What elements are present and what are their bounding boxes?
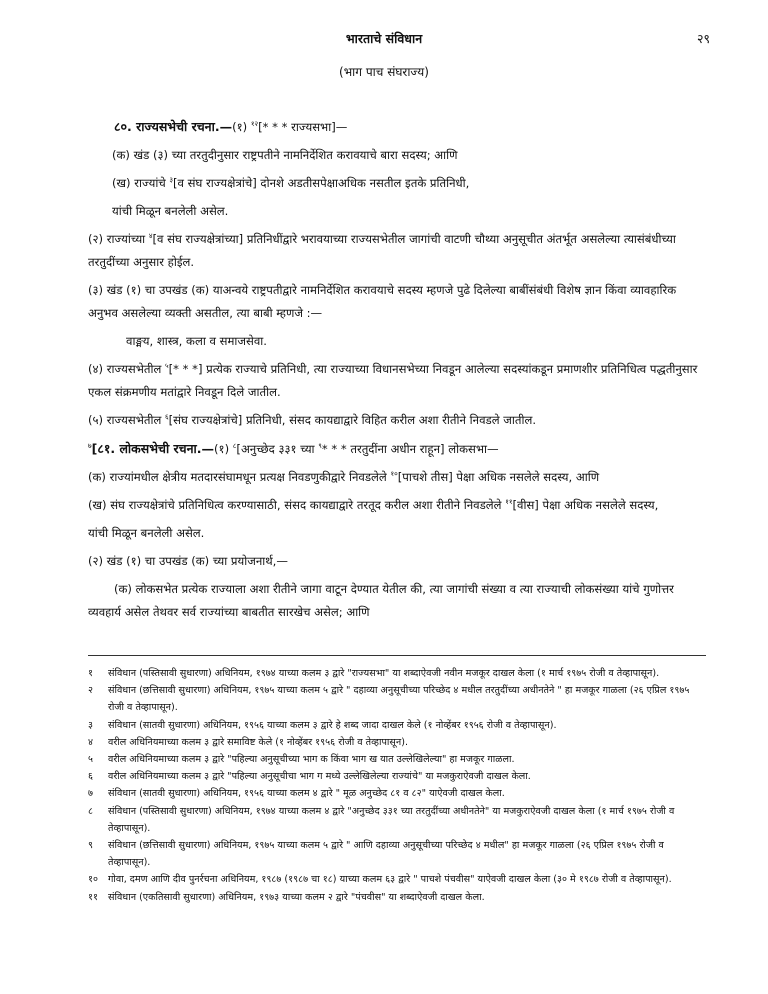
footnote-text: संविधान (पस्तिसावी सुधारणा) अधिनियम, १९७४ याच्या कलम ४ द्वारे "अनुच्छेद ३३१ च्या तरतुदींच्या अधीनतेने" या मजकुराऐवजी दाखल केला (१ मार्च १९७५ रोजी व तेव्हापासून). xyxy=(108,805,675,834)
article-81-heading-tail: * * * तरतुदींना अधीन राहून] लोकसभा— xyxy=(321,442,499,456)
article-81-ka-tail: [पाचशे तीस] पेक्षा अधिक नसलेले सदस्य, आणि xyxy=(397,470,600,484)
footnote xyxy=(88,682,706,716)
footnote-text: वरील अधिनियमाच्या कलम ३ द्वारे समाविष्ट केले (१ नोव्हेंबर १९५६ रोजी व तेव्हापासून). xyxy=(108,736,408,748)
main-text xyxy=(88,115,706,629)
page-number: २९ xyxy=(696,31,710,46)
article-81-clause-2: (२) खंड (१) चा उपखंड (क) च्या प्रयोजनार्थ,— xyxy=(88,554,288,568)
footnote-text: संविधान (सातवी सुधारणा) अधिनियम, १९५६ याच्या कलम ४ द्वारे " मूळ अनुच्छेद ८१ व ८२" याऐवजी दाखल केला. xyxy=(108,788,505,800)
footnote-text: संविधान (छत्तिसावी सुधारणा) अधिनियम, १९७५ याच्या कलम ५ द्वारे " दहाव्या अनुसूचीच्या परिच्छेद ४ मधील तरतुदींच्या अधीनतेने " हा मजकूर गाळला (२६ एप्रिल १९७५ रोजी व तेव्हापासून). xyxy=(108,685,690,714)
page-subtitle: (भाग पाच संघराज्य) xyxy=(339,65,429,79)
footnote-ref: ६ xyxy=(165,413,169,422)
footnote xyxy=(88,734,706,751)
article-81-kha xyxy=(88,494,706,517)
article-81-ka-text: (क) राज्यांमधील क्षेत्रीय मतदारसंघामधून प्रत्यक्ष निवडणुकीद्वारे निवडलेले xyxy=(88,470,391,484)
footnote xyxy=(88,837,706,871)
footnote-number: ७ xyxy=(88,788,93,800)
footnote-ref: ५ xyxy=(165,362,169,371)
footnote-ref: ७ xyxy=(88,442,92,451)
clause-2-tail: [व संघ राज्यक्षेत्रांच्या] प्रतिनिधींद्वारे भरावयाच्या राज्यसभेतील जागांची वाटणी चौथ्या अनुसूचीत अंतर्भूत असलेल्या त्यासंबंधीच्या तरतुदींच्या अनुसार होईल. xyxy=(88,232,676,269)
footnote-text: वरील अधिनियमाच्या कलम ३ द्वारे "पहिल्या अनुसूचीच्या भाग क किंवा भाग ख यात उल्लेखिलेल्या" हा मजकूर गाळला. xyxy=(108,754,515,766)
footnote-ref: ४ xyxy=(148,232,153,241)
clause-1-kha xyxy=(88,172,706,195)
article-81-clause-1-label: (१) xyxy=(214,442,233,456)
footnote-number: ११ xyxy=(88,891,98,903)
clause-1-end: यांची मिळून बनलेली असेल. xyxy=(112,204,229,218)
clause-4 xyxy=(88,358,706,404)
footnote-ref: ११ xyxy=(505,498,513,507)
clause-1-ka: (क) खंड (३) च्या तरतुदीनुसार राष्ट्रपतीने नामनिर्देशित करावयाचे बारा सदस्य; आणि xyxy=(112,148,458,162)
footnote-number: ६ xyxy=(88,771,93,783)
footnote-text: गोवा, दमण आणि दीव पुनर्रचना अधिनियम, १९८७ (१९८७ चा १८) याच्या कलम ६३ द्वारे " पाचशे पंचवीस" याऐवजी दाखल केला (३० मे १९८७ रोजी व तेव्हापासून). xyxy=(108,874,672,886)
footnote-number: १० xyxy=(88,874,98,886)
clause-4-tail: [* * *] प्रत्येक राज्याचे प्रतिनिधी, त्या राज्याच्या विधानसभेच्या निवडून आलेल्या सदस्यांकडून प्रमाणशीर प्रतिनिधित्व पद्धतीनुसार एकल संक्रमणीय मतांद्वारे निवडून दिले जातील. xyxy=(88,362,698,399)
footnote-divider xyxy=(88,655,706,656)
footnote-number: १ xyxy=(88,668,93,679)
footnote-ref: ८ xyxy=(232,442,237,451)
footnote xyxy=(88,889,706,906)
clause-3: (३) खंड (१) चा उपखंड (क) याअन्वये राष्ट्रपतीद्वारे नामनिर्देशित करावयाचे सदस्य म्हणजे पुढे दिलेल्या बाबींसंबंधी विशेष ज्ञान किंवा व्यावहारिक अनुभव असलेल्या व्यक्ती असतील, त्या बाबी म्हणजे :— xyxy=(88,283,677,320)
article-80-clause-1-label: (१) xyxy=(232,120,251,134)
article-80-heading: ८०. राज्यसभेची रचना.— xyxy=(114,119,233,134)
footnote xyxy=(88,717,706,734)
footnote xyxy=(88,751,706,768)
clause-2-text: (२) राज्यांच्या xyxy=(88,232,149,246)
article-81-kha-tail: [वीस] पेक्षा अधिक नसलेले सदस्य, xyxy=(512,498,659,512)
footnote xyxy=(88,871,706,888)
clause-3-list: वाङ्मय, शास्त्र, कला व समाजसेवा. xyxy=(126,334,267,348)
footnote-ref: १ xyxy=(250,120,255,129)
article-81-heading-mid: [अनुच्छेद ३३१ च्या xyxy=(236,442,319,456)
article-81-heading-line xyxy=(88,437,706,461)
clause-5 xyxy=(88,409,706,432)
article-81-ka xyxy=(88,466,706,489)
footnote-number: ५ xyxy=(88,754,93,766)
footnote xyxy=(88,665,706,682)
clause-5-tail: [संघ राज्यक्षेत्रांचे] प्रतिनिधी, संसद कायद्याद्वारे विहित करील अशा रीतीने निवडले जातील. xyxy=(168,413,537,427)
footnote xyxy=(88,785,706,802)
footnote-number: ८ xyxy=(88,805,93,817)
footnote-number: ३ xyxy=(88,719,93,731)
article-80-heading-tail: [* * * राज्यसभा]— xyxy=(258,120,348,134)
article-81-end: यांची मिळून बनलेली असेल. xyxy=(88,526,205,540)
clause-2 xyxy=(88,228,706,274)
footnote-ref: १० xyxy=(390,470,398,479)
footnote-text: संविधान (एकतिसावी सुधारणा) अधिनियम, १९७३ याच्या कलम २ द्वारे "पंचवीस" या शब्दाऐवजी दाखल केला. xyxy=(108,891,485,903)
clause-5-text: (५) राज्यसभेतील xyxy=(88,413,166,427)
footnote-text: संविधान (पस्तिसावी सुधारणा) अधिनियम, १९७४ याच्या कलम ३ द्वारे "राज्यसभा" या शब्दाऐवजी नवीन मजकूर दाखल केला (१ मार्च १९७५ रोजी व तेव्हापासून). xyxy=(108,668,660,679)
footnote-ref: ९ xyxy=(318,442,322,451)
footnotes xyxy=(88,665,706,906)
footnote xyxy=(88,768,706,785)
clause-4-text: (४) राज्यसभेतील xyxy=(88,362,166,376)
article-80-heading-line xyxy=(88,115,706,139)
footnote-number: २ xyxy=(88,685,93,697)
clause-1-kha-tail: [व संघ राज्यक्षेत्रांचे] दोनशे अडतीसपेक्षाअधिक नसतील इतके प्रतिनिधी, xyxy=(173,176,470,190)
footnote-text: संविधान (छत्तिसावी सुधारणा) अधिनियम, १९७५ याच्या कलम ५ द्वारे " आणि दहाव्या अनुसूचीच्या परिच्छेद ४ मधील" हा मजकूर गाळला (२६ एप्रिल १९७५ रोजी व तेव्हापासून). xyxy=(108,840,664,869)
footnote-ref: २ xyxy=(254,120,259,129)
footnote-text: संविधान (सातवी सुधारणा) अधिनियम, १९५६ याच्या कलम ३ द्वारे हे शब्द जादा दाखल केले (१ नोव्हेंबर १९५६ रोजी व तेव्हापासून). xyxy=(108,719,557,731)
page-header-title: भारताचे संविधान xyxy=(345,31,423,46)
article-81-clause-2-ka: (क) लोकसभेत प्रत्येक राज्याला अशा रीतीने जागा वाटून देण्यात येतील की, त्या जागांची संख्या व त्या राज्याची लोकसंख्या यांचे गुणोत्तर व्यवहार्य असेल तेथवर सर्व राज्यांच्या बाबतीत सारखेच असेल; आणि xyxy=(88,582,674,619)
footnote xyxy=(88,803,706,837)
footnote-ref: ३ xyxy=(169,176,174,185)
footnote-number: ९ xyxy=(88,840,93,852)
footnote-number: ४ xyxy=(88,736,93,748)
clause-1-kha-text: (ख) राज्यांचे xyxy=(112,176,170,190)
article-81-heading: [८१. लोकसभेची रचना.— xyxy=(91,441,215,456)
article-81-kha-text: (ख) संघ राज्यक्षेत्रांचे प्रतिनिधित्व करण्यासाठी, संसद कायद्याद्वारे तरतूद करील अशा रीतीने निवडलेले xyxy=(88,498,506,512)
footnote-text: वरील अधिनियमाच्या कलम ३ द्वारे "पहिल्या अनुसूचीचा भाग ग मध्ये उल्लेखिलेल्या राज्यांचे" या मजकुराऐवजी दाखल केला. xyxy=(108,771,531,783)
